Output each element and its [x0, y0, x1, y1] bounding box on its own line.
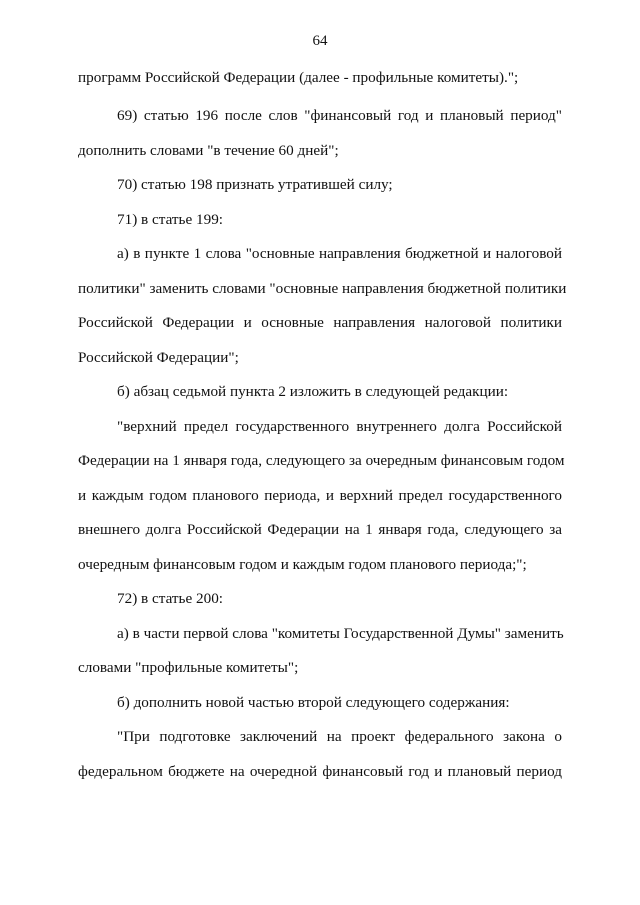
text-line: и каждым годом планового периода, и верхний предел государственного [78, 487, 562, 504]
text-line: программ Российской Федерации (далее - профильные комитеты)."; [78, 69, 519, 86]
text-line: федеральном бюджете на очередной финансовый год и плановый период [78, 763, 562, 780]
text-line: а) в пункте 1 слова "основные направления бюджетной и налоговой [117, 245, 562, 262]
text-line: "При подготовке заключений на проект федерального закона о [117, 728, 562, 745]
text-line: "верхний предел государственного внутреннего долга Российской [117, 418, 562, 435]
text-line: дополнить словами "в течение 60 дней"; [78, 142, 339, 159]
text-line: Российской Федерации и основные направления налоговой политики [78, 314, 562, 331]
page-number: 64 [312, 33, 328, 49]
text-line: б) дополнить новой частью второй следующего содержания: [117, 694, 510, 711]
text-line: Российской Федерации"; [78, 349, 239, 366]
text-line: а) в части первой слова "комитеты Государственной Думы" заменить [117, 625, 564, 642]
text-line: политики" заменить словами "основные направления бюджетной политики [78, 280, 567, 297]
text-line: 69) статью 196 после слов "финансовый год и плановый период" [117, 107, 562, 124]
text-line: внешнего долга Российской Федерации на 1 января года, следующего за [78, 521, 562, 538]
text-line: словами "профильные комитеты"; [78, 659, 299, 676]
text-line: 71) в статье 199: [117, 211, 224, 228]
text-line: очередным финансовым годом и каждым годом планового периода;"; [78, 556, 527, 573]
text-line: б) абзац седьмой пункта 2 изложить в следующей редакции: [117, 383, 509, 400]
text-line: Федерации на 1 января года, следующего за очередным финансовым годом [78, 452, 565, 469]
text-line: 70) статью 198 признать утратившей силу; [117, 176, 393, 193]
text-line: 72) в статье 200: [117, 590, 224, 607]
